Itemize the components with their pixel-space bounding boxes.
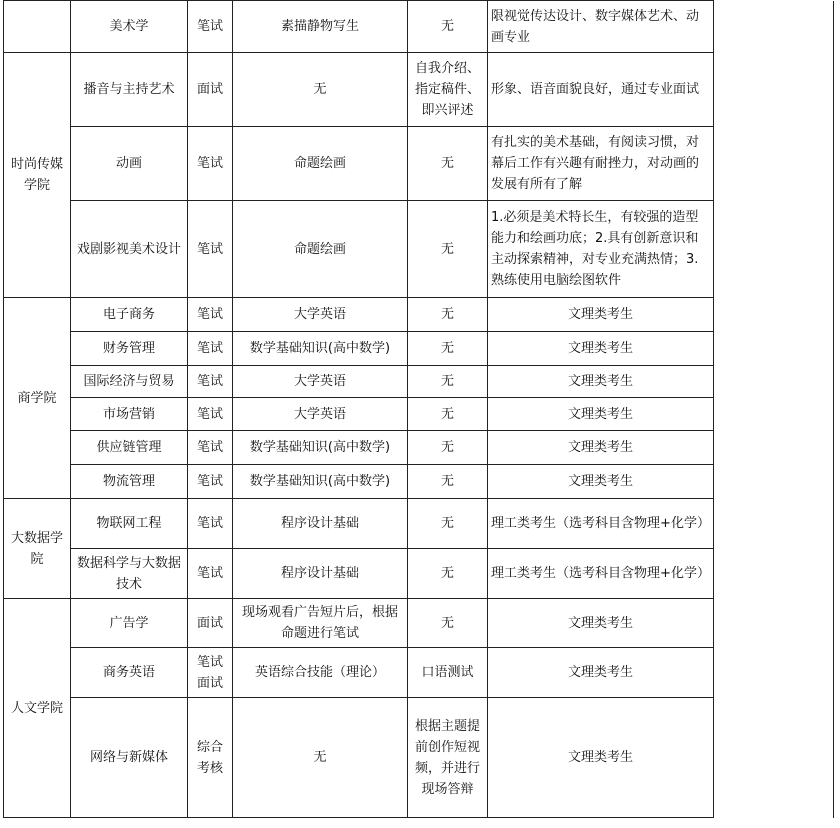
major-cell: 供应链管理 — [71, 431, 188, 465]
major-cell: 国际经济与贸易 — [71, 366, 188, 398]
other-cell: 无 — [408, 1, 488, 53]
college-cell — [4, 1, 71, 53]
other-cell: 无 — [408, 431, 488, 465]
table-row — [4, 53, 834, 127]
other-cell: 根据主题提前创作短视频，并进行现场答辩 — [408, 698, 488, 818]
college-cell: 大数据学院 — [4, 499, 71, 599]
requirement-cell: 文理类考生 — [488, 332, 714, 366]
requirement-cell: 形象、语音面貌良好，通过专业面试 — [488, 53, 714, 127]
major-cell: 物流管理 — [71, 465, 188, 499]
subject-cell: 程序设计基础 — [233, 549, 408, 599]
table-row — [4, 201, 834, 298]
subject-cell: 素描静物写生 — [233, 1, 408, 53]
other-cell: 无 — [408, 298, 488, 332]
admission-table — [3, 0, 834, 818]
subject-cell: 大学英语 — [233, 298, 408, 332]
major-cell: 动画 — [71, 127, 188, 201]
method-cell: 综合考核 — [188, 698, 233, 818]
other-cell: 自我介绍、指定稿件、即兴评述 — [408, 53, 488, 127]
table-row — [4, 366, 834, 398]
requirement-cell: 文理类考生 — [488, 431, 714, 465]
other-cell: 无 — [408, 465, 488, 499]
requirement-cell: 有扎实的美术基础，有阅读习惯，对幕后工作有兴趣有耐挫力，对动画的发展有所有了解 — [488, 127, 714, 201]
method-cell: 面试 — [188, 53, 233, 127]
major-cell: 数据科学与大数据技术 — [71, 549, 188, 599]
subject-cell: 命题绘画 — [233, 201, 408, 298]
other-cell: 无 — [408, 332, 488, 366]
table-row — [4, 648, 834, 698]
major-cell: 商务英语 — [71, 648, 188, 698]
table-row — [4, 499, 834, 549]
method-cell: 笔试 — [188, 201, 233, 298]
method-cell: 笔试 — [188, 298, 233, 332]
requirement-cell: 文理类考生 — [488, 298, 714, 332]
method-cell: 笔试 — [188, 465, 233, 499]
requirement-cell: 文理类考生 — [488, 698, 714, 818]
subject-cell: 无 — [233, 53, 408, 127]
subject-cell: 大学英语 — [233, 366, 408, 398]
subject-cell: 程序设计基础 — [233, 499, 408, 549]
table-row — [4, 1, 834, 53]
table-row — [4, 298, 834, 332]
other-cell: 无 — [408, 127, 488, 201]
method-cell: 笔试 — [188, 431, 233, 465]
requirement-cell: 理工类考生（选考科目含物理+化学） — [488, 499, 714, 549]
other-cell: 无 — [408, 201, 488, 298]
table-row — [4, 127, 834, 201]
major-cell: 物联网工程 — [71, 499, 188, 549]
major-cell: 广告学 — [71, 599, 188, 648]
method-cell: 笔试 — [188, 366, 233, 398]
blank-column — [714, 1, 834, 818]
major-cell: 电子商务 — [71, 298, 188, 332]
method-cell: 面试 — [188, 599, 233, 648]
method-cell: 笔试 — [188, 398, 233, 431]
table-row — [4, 599, 834, 648]
table-row — [4, 465, 834, 499]
table-row — [4, 398, 834, 431]
major-cell: 美术学 — [71, 1, 188, 53]
other-cell: 无 — [408, 599, 488, 648]
other-cell: 无 — [408, 366, 488, 398]
requirement-cell: 限视觉传达设计、数字媒体艺术、动画专业 — [488, 1, 714, 53]
subject-cell: 大学英语 — [233, 398, 408, 431]
subject-cell: 英语综合技能（理论） — [233, 648, 408, 698]
method-cell: 笔试 — [188, 127, 233, 201]
college-cell: 人文学院 — [4, 599, 71, 818]
major-cell: 财务管理 — [71, 332, 188, 366]
method-cell: 笔试面试 — [188, 648, 233, 698]
method-cell: 笔试 — [188, 1, 233, 53]
other-cell: 无 — [408, 499, 488, 549]
subject-cell: 命题绘画 — [233, 127, 408, 201]
method-cell: 笔试 — [188, 549, 233, 599]
major-cell: 播音与主持艺术 — [71, 53, 188, 127]
requirement-cell: 1.必须是美术特长生，有较强的造型能力和绘画功底；2.具有创新意识和主动探索精神，对专业充满热情；3.熟练使用电脑绘图软件 — [488, 201, 714, 298]
subject-cell: 数学基础知识(高中数学) — [233, 431, 408, 465]
subject-cell: 数学基础知识(高中数学) — [233, 465, 408, 499]
method-cell: 笔试 — [188, 499, 233, 549]
requirement-cell: 文理类考生 — [488, 648, 714, 698]
major-cell: 市场营销 — [71, 398, 188, 431]
requirement-cell: 理工类考生（选考科目含物理+化学） — [488, 549, 714, 599]
other-cell: 无 — [408, 549, 488, 599]
requirement-cell: 文理类考生 — [488, 599, 714, 648]
subject-cell: 数学基础知识(高中数学) — [233, 332, 408, 366]
requirement-cell: 文理类考生 — [488, 366, 714, 398]
table-row — [4, 549, 834, 599]
table-row — [4, 431, 834, 465]
college-cell: 商学院 — [4, 298, 71, 499]
college-cell: 时尚传媒学院 — [4, 53, 71, 298]
table-row — [4, 698, 834, 818]
method-cell: 笔试 — [188, 332, 233, 366]
table-row — [4, 332, 834, 366]
requirement-cell: 文理类考生 — [488, 465, 714, 499]
other-cell: 口语测试 — [408, 648, 488, 698]
major-cell: 戏剧影视美术设计 — [71, 201, 188, 298]
requirement-cell: 文理类考生 — [488, 398, 714, 431]
major-cell: 网络与新媒体 — [71, 698, 188, 818]
subject-cell: 无 — [233, 698, 408, 818]
subject-cell: 现场观看广告短片后，根据命题进行笔试 — [233, 599, 408, 648]
other-cell: 无 — [408, 398, 488, 431]
